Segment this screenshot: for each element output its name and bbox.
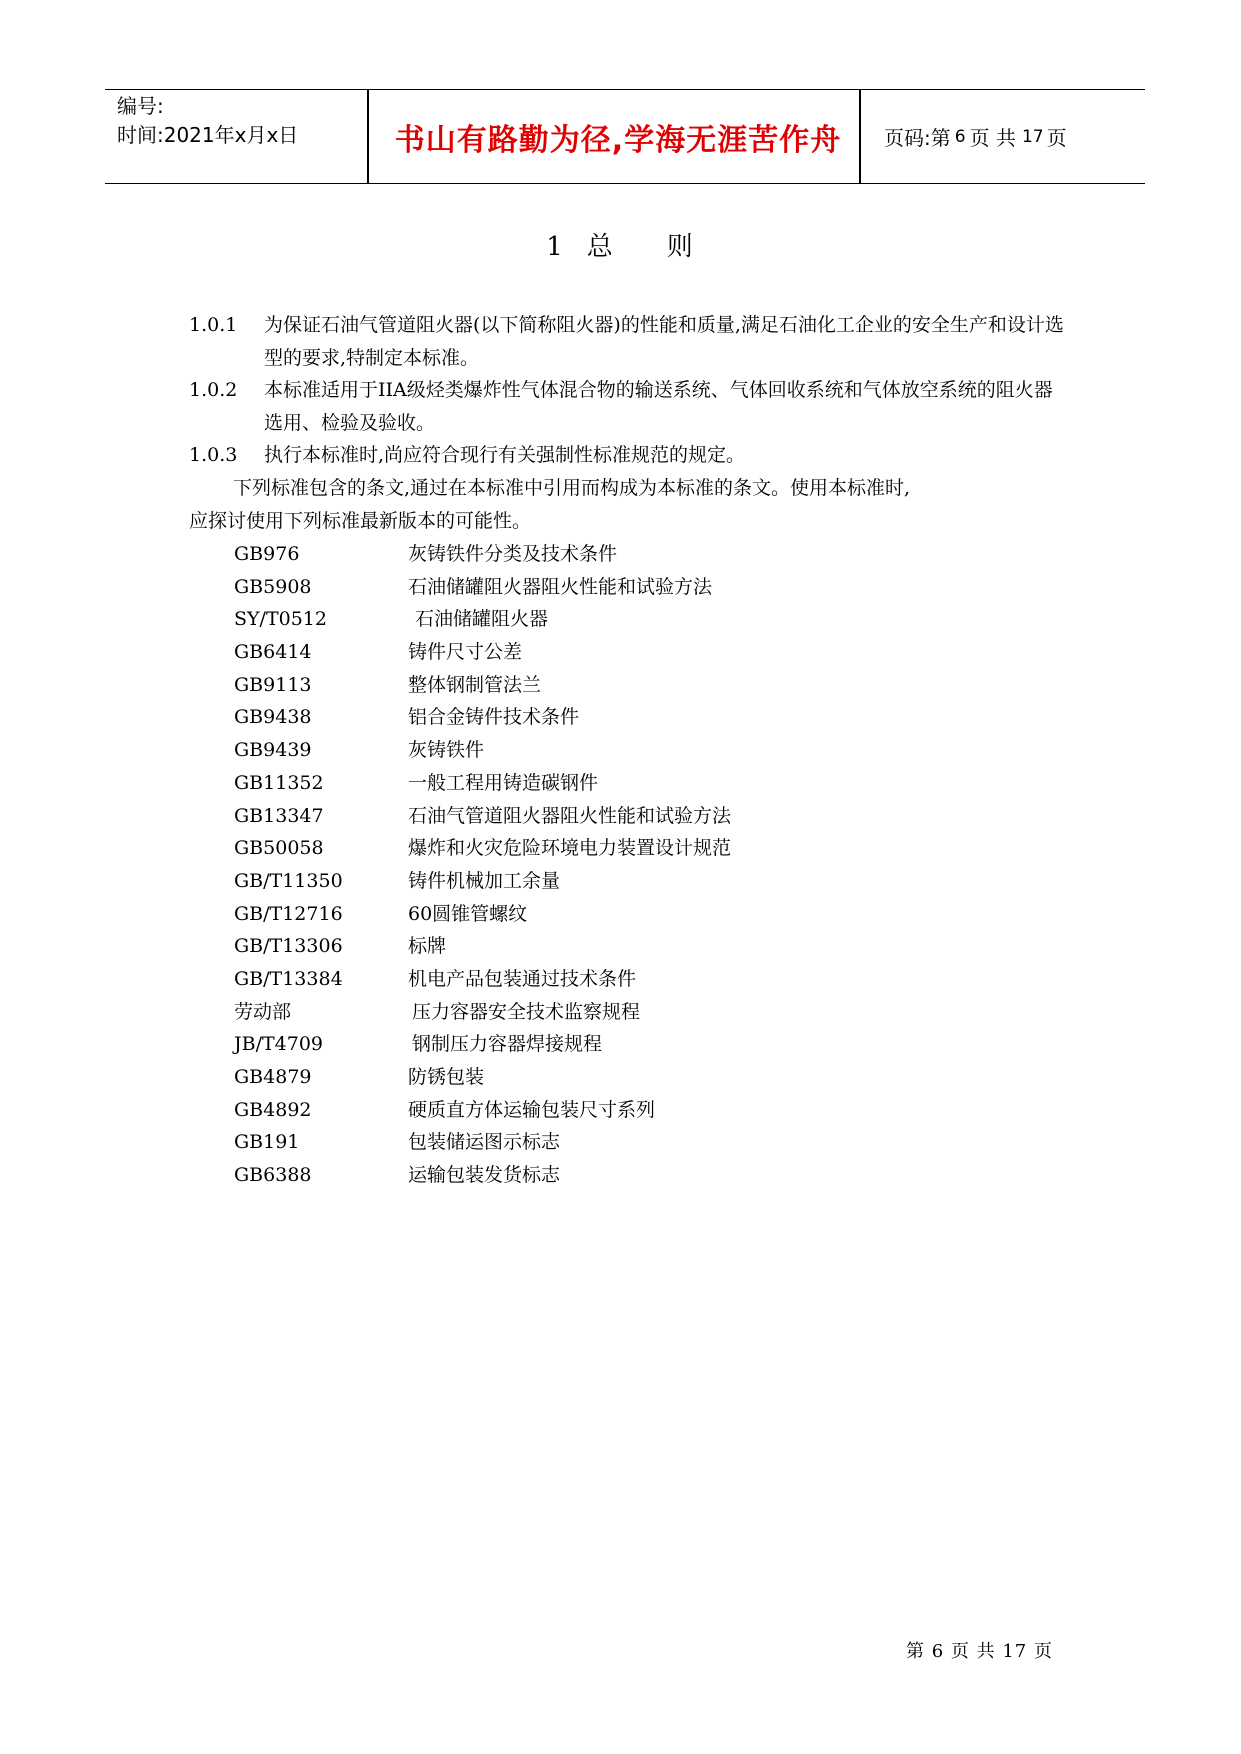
clause-1-0-1 xyxy=(189,309,1069,375)
header-page-info xyxy=(872,90,1067,183)
ref-code: GB191 xyxy=(234,1131,300,1154)
ref-code: GB/T12716 xyxy=(234,902,343,925)
clause-text: 本标准适用于IIA级烃类爆炸性气体混合物的输送系统、气体回收系统和气体放空系统的阻火器选用、检验及验收。 xyxy=(264,379,1053,434)
section-title-char1: 总 xyxy=(586,232,615,262)
ref-name: 石油气管道阻火器阻火性能和试验方法 xyxy=(408,804,732,827)
ref-code: 劳动部 xyxy=(234,1000,292,1023)
clause-number: 1.0.2 xyxy=(189,379,238,401)
ref-code: GB4892 xyxy=(234,1098,312,1121)
clause-number: 1.0.1 xyxy=(189,314,238,336)
ref-name: 钢制压力容器焊接规程 xyxy=(412,1033,603,1056)
ref-name: 60圆锥管螺纹 xyxy=(408,902,528,925)
ref-code: GB11352 xyxy=(234,771,324,794)
page-suffix: 页 xyxy=(1046,126,1067,150)
clause-text: 执行本标准时,尚应符合现行有关强制性标准规范的规定。 xyxy=(264,444,746,466)
ref-code: GB4879 xyxy=(234,1066,312,1088)
ref-name: 压力容器安全技术监察规程 xyxy=(412,1000,641,1023)
ref-code: GB9439 xyxy=(234,739,312,762)
ref-name: 灰铸铁件分类及技术条件 xyxy=(408,543,618,565)
page-footer: 第 6 页 共 17 页 xyxy=(906,1641,1053,1662)
ref-name: 防锈包装 xyxy=(408,1066,485,1088)
ref-name: 包装储运图示标志 xyxy=(408,1131,561,1154)
clause-number: 1.0.3 xyxy=(189,444,238,466)
ref-name: 硬质直方体运输包装尺寸系列 xyxy=(408,1098,656,1121)
clause-1-0-3 xyxy=(189,439,1069,472)
header-left xyxy=(117,92,367,150)
ref-code: JB/T4709 xyxy=(234,1033,324,1056)
page-number: 6 xyxy=(954,126,966,147)
ref-name: 标牌 xyxy=(408,935,447,958)
ref-code: GB976 xyxy=(234,543,300,565)
ref-code: SY/T0512 xyxy=(234,608,327,631)
ref-name: 石油储罐阻火器阻火性能和试验方法 xyxy=(408,575,713,598)
ref-name: 运输包装发货标志 xyxy=(408,1164,561,1187)
ref-name: 机电产品包装通过技术条件 xyxy=(408,967,637,990)
ref-code: GB9113 xyxy=(234,673,312,696)
ref-code: GB/T13306 xyxy=(234,935,343,958)
clause-text: 为保证石油气管道阻火器(以下简称阻火器)的性能和质量,满足石油化工企业的安全生产和设计选型的要求,特制定本标准。 xyxy=(264,314,1064,369)
ref-code: GB9438 xyxy=(234,706,312,729)
page-header xyxy=(105,89,1145,184)
ref-code: GB6388 xyxy=(234,1164,312,1187)
page-total: 17 xyxy=(1021,126,1044,147)
ref-code: GB5908 xyxy=(234,575,312,598)
section-title-char2: 则 xyxy=(666,232,695,262)
ref-name: 铸件机械加工余量 xyxy=(408,869,561,892)
ref-name: 灰铸铁件 xyxy=(408,739,485,762)
intro-line: 应探讨使用下列标准最新版本的可能性。 xyxy=(189,510,532,532)
header-motto: 书山有路勤为径,学海无涯苦作舟 xyxy=(394,122,842,158)
ref-code: GB/T13384 xyxy=(234,967,343,990)
section-number: 1 xyxy=(546,232,565,262)
ref-name: 铸件尺寸公差 xyxy=(408,641,523,664)
section-title xyxy=(0,226,1241,263)
ref-code: GB13347 xyxy=(234,804,324,827)
serial-label: 编号: xyxy=(117,94,164,118)
ref-name: 石油储罐阻火器 xyxy=(415,608,549,631)
ref-name: 爆炸和火灾危险环境电力装置设计规范 xyxy=(408,837,732,860)
intro-line: 下列标准包含的条文,通过在本标准中引用而构成为本标准的条文。使用本标准时, xyxy=(233,477,911,499)
time-label: 时间:2021年x月x日 xyxy=(117,123,299,147)
ref-code: GB6414 xyxy=(234,641,312,664)
clause-1-0-2 xyxy=(189,374,1069,440)
ref-name: 铝合金铸件技术条件 xyxy=(408,706,580,729)
references-intro xyxy=(189,472,1069,538)
ref-code: GB/T11350 xyxy=(234,869,343,892)
ref-code: GB50058 xyxy=(234,837,324,860)
page-mid: 页 共 xyxy=(969,126,1016,150)
page-prefix: 页码:第 xyxy=(884,126,951,150)
ref-name: 整体钢制管法兰 xyxy=(408,673,542,696)
ref-name: 一般工程用铸造碳钢件 xyxy=(408,771,599,794)
header-divider xyxy=(367,90,369,183)
